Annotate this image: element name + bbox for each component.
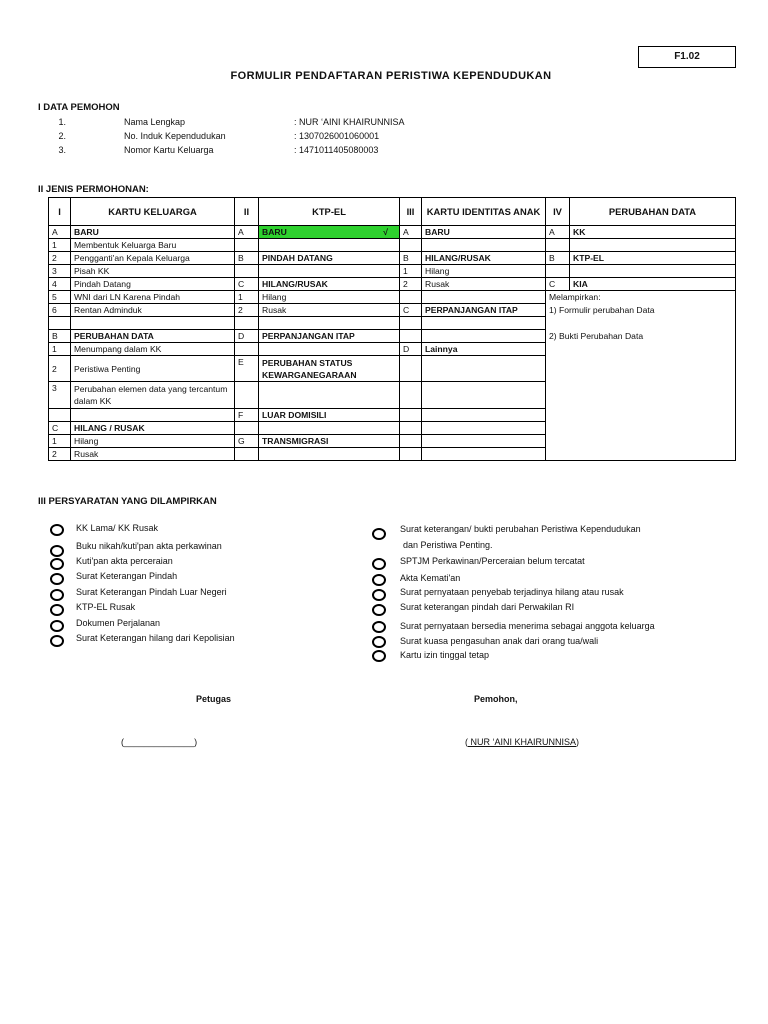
table-cell: Membentuk Keluarga Baru [71,239,235,252]
field-value: : NUR ‘AINI KHAIRUNNISA [294,117,405,127]
table-cell: 1 [49,435,71,448]
table-row [49,304,736,317]
section-1-heading: I DATA PEMOHON [38,102,120,113]
checkbox-circle-icon[interactable] [372,650,386,662]
table-cell [71,409,235,422]
requirement-item: Surat pernyataan penyebab terjadinya hilang atau rusak [400,587,624,597]
table-cell [235,265,259,278]
requirement-item: SPTJM Perkawinan/Perceraian belum tercatat [400,556,585,566]
checkbox-circle-icon[interactable] [50,635,64,647]
table-cell: 5 [49,291,71,304]
applicant-signature-name [465,737,579,747]
requirement-item: Surat kuasa pengasuhan anak dari orang tua/wali [400,636,599,646]
row-number: 3. [58,145,66,155]
applicant-name: NUR ‘AINI KHAIRUNNISA [468,737,577,747]
checkbox-circle-icon[interactable] [372,604,386,616]
table-cell: HILANG / RUSAK [71,422,235,435]
table-cell: 1 [400,265,422,278]
header-cell: KARTU KELUARGA [71,198,235,226]
requirement-item: Kartu izin tinggal tetap [400,650,490,660]
table-cell [400,435,422,448]
table-cell: PERUBAHAN STATUS KEWARGANEGARAAN [259,356,400,382]
table-cell [259,265,400,278]
table-cell: B [400,252,422,265]
table-cell [235,382,259,409]
field-label: No. Induk Kependudukan [124,131,226,141]
table-row [49,435,736,448]
table-cell: Rentan Adminduk [71,304,235,317]
table-cell: B [49,330,71,343]
table-cell: E [235,356,259,382]
applicant-label: Pemohon, [474,694,518,704]
requirement-item: Akta Kemati'an [400,573,461,583]
checkbox-circle-icon[interactable] [50,604,64,616]
table-cell: Rusak [422,278,546,291]
checkbox-circle-icon[interactable] [50,573,64,585]
table-cell: PINDAH DATANG [259,252,400,265]
table-cell: 3 [49,382,71,409]
table-cell [259,382,400,409]
table-cell [400,356,422,382]
requirement-item: Surat Keterangan hilang dari Kepolisian [76,633,235,643]
requirement-item: Surat Keterangan Pindah Luar Negeri [76,587,227,597]
table-cell: Rusak [71,448,235,461]
field-label: Nomor Kartu Keluarga [124,145,214,155]
check-mark-icon: √ [383,227,388,237]
table-cell: Lainnya [422,343,546,356]
table-cell [422,435,546,448]
applicant-row-name [46,115,446,129]
table-cell: 2 [49,252,71,265]
table-cell [400,382,422,409]
table-cell [422,239,546,252]
table-cell: KTP-EL [570,252,736,265]
table-cell [422,422,546,435]
table-cell: BARU [71,226,235,239]
table-cell: A [400,226,422,239]
form-code-box: F1.02 [638,46,736,68]
table-row [49,291,736,304]
table-cell [400,448,422,461]
field-label: Nama Lengkap [124,117,186,127]
table-cell [400,317,422,330]
table-cell: Menumpang dalam KK [71,343,235,356]
header-cell: II [235,198,259,226]
checkbox-circle-icon[interactable] [50,558,64,570]
header-cell: III [400,198,422,226]
table-cell: Pisah KK [71,265,235,278]
requirement-item: KK Lama/ KK Rusak [76,523,159,533]
table-cell: 3 [49,265,71,278]
header-cell: KTP-EL [259,198,400,226]
table-cell [235,448,259,461]
table-cell: C [235,278,259,291]
officer-label: Petugas [196,694,232,704]
header-cell: KARTU IDENTITAS ANAK [422,198,546,226]
table-header-row [49,198,736,226]
table-cell: Hilang [71,435,235,448]
field-value: : 1471011405080003 [294,145,379,155]
table-cell [546,448,736,461]
table-cell: KK [570,226,736,239]
table-row [49,239,736,252]
officer-signature-line: (______________) [121,737,198,747]
table-cell: PERPANJANGAN ITAP [422,304,546,317]
table-cell [422,409,546,422]
table-cell [235,317,259,330]
table-cell [235,422,259,435]
table-row [49,330,736,343]
table-cell [546,409,736,422]
ktp-baru-selected-cell[interactable] [259,226,400,239]
table-cell: G [235,435,259,448]
table-cell: F [235,409,259,422]
table-cell: D [400,343,422,356]
table-cell [570,265,736,278]
table-cell: PERPANJANGAN ITAP [259,330,400,343]
table-cell [259,422,400,435]
requirement-item: KTP-EL Rusak [76,602,136,612]
checkbox-circle-icon[interactable] [372,636,386,648]
table-cell [400,422,422,435]
table-cell: WNI dari LN Karena Pindah [71,291,235,304]
table-cell [422,382,546,409]
table-cell: D [235,330,259,343]
checkbox-circle-icon[interactable] [50,620,64,632]
checkbox-circle-icon[interactable] [50,589,64,601]
table-row [49,252,736,265]
table-cell: HILANG/RUSAK [259,278,400,291]
section-2-heading: II JENIS PERMOHONAN: [38,184,149,195]
section-3-heading: III PERSYARATAN YANG DILAMPIRKAN [38,496,217,507]
table-row [49,409,736,422]
row-number: 1. [58,117,66,127]
table-row [49,382,736,409]
table-cell: Hilang [259,291,400,304]
table-row [49,226,736,239]
table-cell [400,291,422,304]
table-row [49,278,736,291]
checkbox-circle-icon[interactable] [372,528,386,540]
table-cell: B [546,252,570,265]
requirement-item: Dokumen Perjalanan [76,618,161,628]
requirement-item: Kuti'pan akta perceraian [76,556,173,566]
table-cell: 2 [49,356,71,382]
requirement-item: Surat pernyataan bersedia menerima sebagai anggota keluarga [400,621,655,631]
table-cell [49,317,71,330]
table-cell: Peristiwa Penting [71,356,235,382]
paren-open: ( [465,737,468,747]
table-cell: 2 [400,278,422,291]
table-cell: A [49,226,71,239]
table-cell: 2 [235,304,259,317]
checkbox-circle-icon[interactable] [372,621,386,633]
header-cell: IV [546,198,570,226]
table-cell: HILANG/RUSAK [422,252,546,265]
table-cell: 2 [49,448,71,461]
table-cell [546,422,736,435]
requirement-item: Buku nikah/kuti'pan akta perkawinan [76,541,222,551]
table-cell [546,382,736,409]
table-cell [546,356,736,382]
attachment-item: 2) Bukti Perubahan Data [546,330,736,343]
option-label: BARU [262,227,287,237]
table-cell [546,239,570,252]
table-cell [422,330,546,343]
request-type-table [48,197,736,461]
requirement-item: Surat Keterangan Pindah [76,571,178,581]
table-cell: C [49,422,71,435]
table-cell: 4 [49,278,71,291]
checkbox-circle-icon[interactable] [50,545,64,557]
table-cell: 1 [49,343,71,356]
table-cell: TRANSMIGRASI [259,435,400,448]
table-cell: A [235,226,259,239]
table-cell [422,317,546,330]
table-cell [235,239,259,252]
table-cell: Rusak [259,304,400,317]
table-cell [546,435,736,448]
table-cell [259,239,400,252]
applicant-row-kk [46,143,446,157]
table-cell: 1 [235,291,259,304]
checkbox-circle-icon[interactable] [50,524,64,536]
requirement-item-continued: dan Peristiwa Penting. [403,540,493,550]
table-row [49,422,736,435]
table-cell: A [546,226,570,239]
header-cell: PERUBAHAN DATA [570,198,736,226]
table-cell [400,409,422,422]
field-value: : 1307026001060001 [294,131,380,141]
form-title: FORMULIR PENDAFTARAN PERISTIWA KEPENDUDUKAN [230,70,552,82]
header-cell: I [49,198,71,226]
table-cell: Perubahan elemen data yang tercantum dalam KK [71,382,235,409]
table-cell: C [546,278,570,291]
table-cell [259,317,400,330]
table-cell: KIA [570,278,736,291]
table-row [49,265,736,278]
table-cell [546,265,570,278]
table-cell [259,448,400,461]
checkbox-circle-icon[interactable] [372,574,386,586]
table-row [49,448,736,461]
table-cell [259,343,400,356]
table-cell: PERUBAHAN DATA [71,330,235,343]
table-cell: 1 [49,239,71,252]
table-cell [235,343,259,356]
table-cell: LUAR DOMISILI [259,409,400,422]
row-number: 2. [58,131,66,141]
table-row [49,317,736,330]
table-cell [400,239,422,252]
table-cell: 6 [49,304,71,317]
table-cell: BARU [422,226,546,239]
table-cell [422,356,546,382]
attachment-item: 1) Formulir perubahan Data [546,304,736,317]
requirement-item: Surat keterangan pindah dari Perwakilan RI [400,602,575,612]
table-cell [546,317,736,330]
table-row [49,356,736,382]
table-cell [71,317,235,330]
table-cell: Pengganti'an Kepala Keluarga [71,252,235,265]
paren-close: ) [576,737,580,747]
requirement-item: Surat keterangan/ bukti perubahan Peristiwa Kependudukan [400,524,641,534]
table-cell [546,343,736,356]
table-cell: B [235,252,259,265]
table-cell [422,291,546,304]
table-cell [400,330,422,343]
table-cell [422,448,546,461]
applicant-row-nik [46,129,446,143]
table-cell: C [400,304,422,317]
table-cell [570,239,736,252]
table-row [49,343,736,356]
table-cell: Hilang [422,265,546,278]
table-cell: Pindah Datang [71,278,235,291]
checkbox-circle-icon[interactable] [372,589,386,601]
table-cell [49,409,71,422]
attachments-note: Melampirkan: [546,291,736,304]
checkbox-circle-icon[interactable] [372,558,386,570]
